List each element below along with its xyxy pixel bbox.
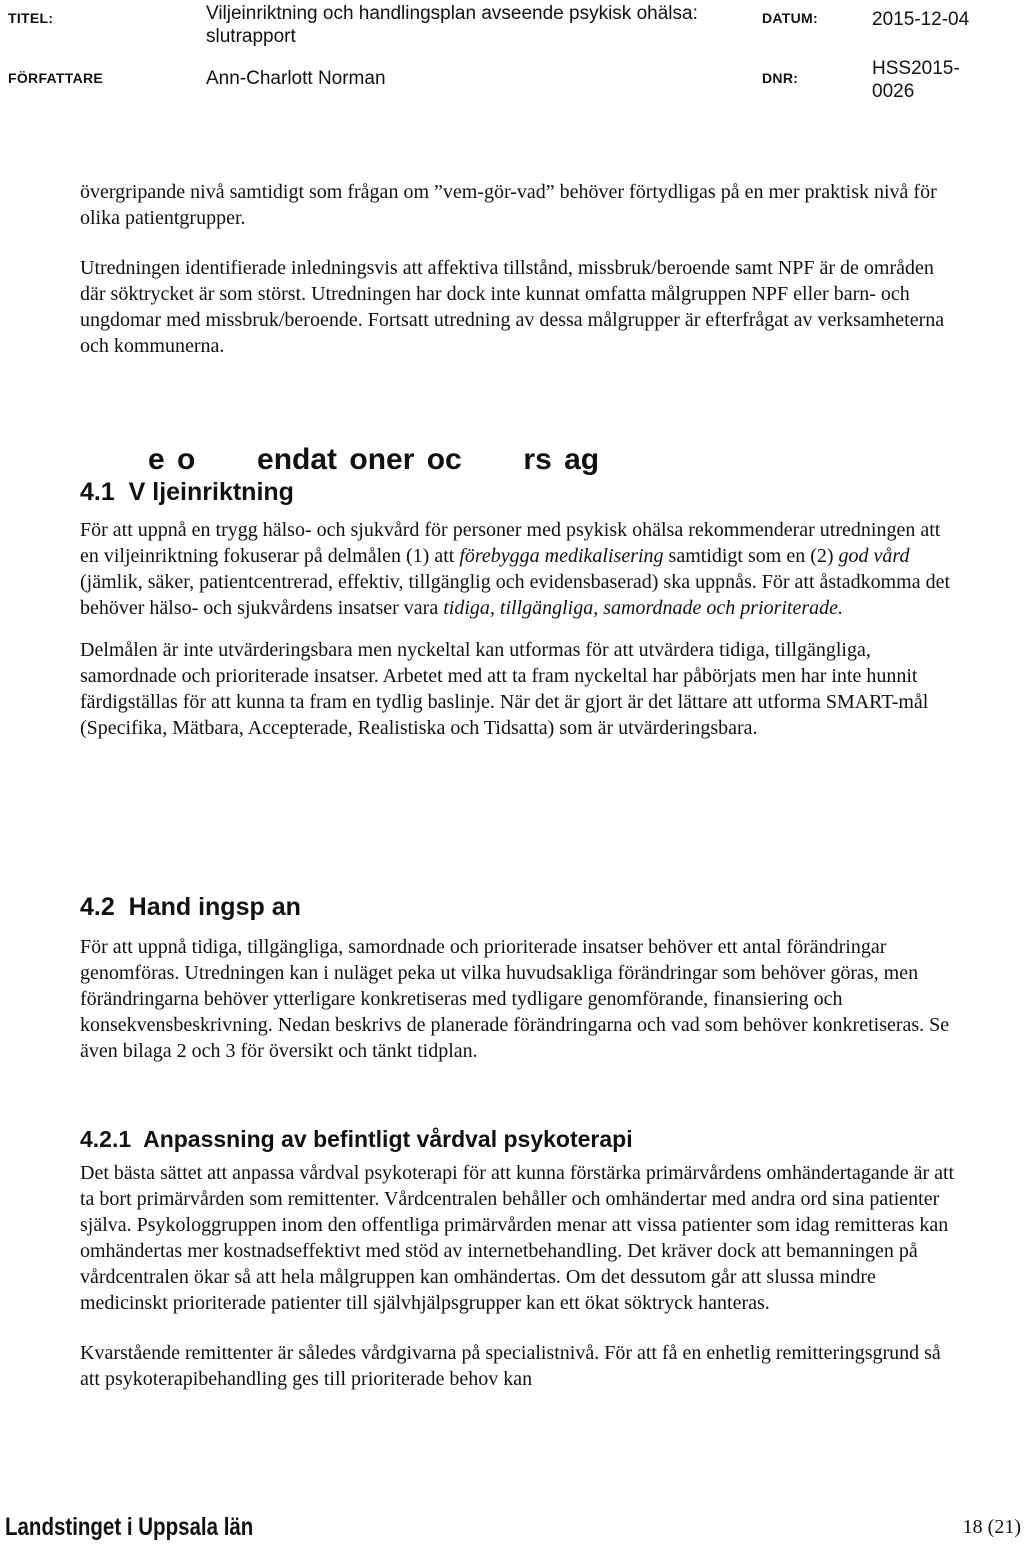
footer-organization: Landstinget i Uppsala län (5, 1513, 254, 1541)
date-label: DATUM: (762, 10, 818, 26)
section-4-1-heading: 4.1 V ljeinriktning (80, 478, 294, 506)
document-dnr: HSS2015-0026 (872, 58, 960, 102)
page-number: 18 (21) (962, 1516, 1021, 1538)
emphasis-god-vard: god vård (838, 545, 910, 567)
document-date: 2015-12-04 (872, 9, 970, 30)
section-4-1-paragraph-1: För att uppnå en trygg hälso- och sjukvård för personer med psykisk ohälsa rekommenderar utredningen att en viljeinriktning fokuserar på delmålen (1) att förebygga medikalisering samtidigt som en (2) god vård (jämlik, säker, patientcentrerad, effektiv, tillgänglig och evidensbaserad) ska uppnås. För att åstadkomma det behöver hälso- och sjukvårdens insatser vara tidiga, tillgängliga, samordnade och prioriterade. (80, 519, 951, 619)
intro-paragraph-2: Utredningen identifierade inledningsvis att affektiva tillstånd, missbruk/beroende samt NPF är de områden där söktrycket är som störst. Utredningen har dock inte kunnat omfatta målgruppen NPF eller barn- och ungdomar med missbruk/beroende. Fortsatt utredning av dessa målgrupper är efterfrågat av verksamheterna och kommunerna. (80, 257, 945, 357)
intro-text (80, 179, 960, 359)
section-4-1-text (80, 517, 960, 741)
section-4-2-heading: 4.2 Hand ingsp an (80, 893, 301, 921)
document-author: Ann-Charlott Norman (206, 68, 386, 89)
section-4-2-1-text (80, 1160, 960, 1392)
section-4-2-text (80, 934, 960, 1064)
intro-paragraph-1: övergripande nivå samtidigt som frågan om ”vem-gör-vad” behöver förtydligas på en mer praktisk nivå för olika patientgrupper. (80, 181, 937, 229)
section-4-2-1-heading: 4.2.1 Anpassning av befintligt vårdval psykoterapi (80, 1126, 633, 1152)
section-4-2-1-paragraph-2: Kvarstående remittenter är således vårdgivarna på specialistnivå. För att få en enhetlig remitteringsgrund så att psykoterapibehandling ges till prioriterade behov kan (80, 1342, 941, 1390)
section-4-2-1-paragraph-1: Det bästa sättet att anpassa vårdval psykoterapi för att kunna förstärka primärvårdens omhändertagande är att ta bort primärvården som remittenter. Vårdcentralen behåller och omhändertar med andra ord sina patienter själva. Psykologgruppen inom den offentliga primärvården menar att vissa patienter som idag remitteras kan omhändertas mer kostnadseffektivt med stöd av internetbehandling. Det kräver dock att bemanningen på vårdcentralen ökar så att hela målgruppen kan omhändertas. Om det dessutom går att slussa mindre medicinskt prioriterade patienter till självhjälpsgrupper kan ett ökat söktryck hanteras. (80, 1162, 955, 1314)
author-label: FÖRFATTARE (8, 70, 104, 86)
section-4-1-paragraph-2: Delmålen är inte utvärderingsbara men nyckeltal kan utformas för att utvärdera tidiga, tillgängliga, samordnade och prioriterade insatser. Arbetet med att ta fram nyckeltal har påbörjats men har inte hunnit färdigställas för att kunna ta fram en tydlig baslinje. När det är gjort är det lättare att utforma SMART-mål (Specifika, Mätbara, Accepterade, Realistiska och Tidsatta) som är utvärderingsbara. (80, 639, 929, 739)
section-4-2-paragraph-1: För att uppnå tidiga, tillgängliga, samordnade och prioriterade insatser behöver ett antal förändringar genomföras. Utredningen kan i nuläget peka ut vilka huvudsakliga förändringar som behöver göras, men förändringarna behöver ytterligare konkretiseras med tydligare genomförande, finansiering och konsekvensbeskrivning. Nedan beskrivs de planerade förändringarna och vad som behöver konkretiseras. Se även bilaga 2 och 3 för översikt och tänkt tidplan. (80, 936, 950, 1062)
emphasis-medikalisering: förebygga medikalisering (459, 545, 664, 567)
section-4-heading: e o endat oner oc rs ag (148, 443, 600, 476)
title-label: TITEL: (8, 10, 54, 26)
emphasis-insatser: tidiga, tillgängliga, samordnade och prioriterade. (443, 597, 844, 619)
dnr-label: DNR: (762, 70, 799, 86)
document-title: Viljeinriktning och handlingsplan avseende psykisk ohälsa: slutrapport (206, 3, 698, 47)
